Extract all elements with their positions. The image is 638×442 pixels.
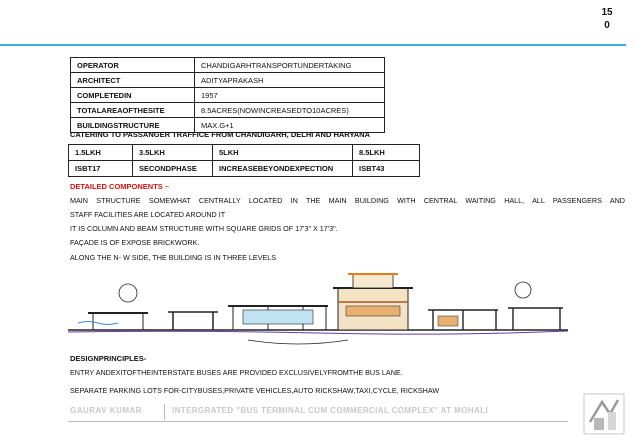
traffic-table	[68, 144, 420, 177]
logo-icon	[582, 392, 626, 436]
table-cell: 3.5LKH	[133, 145, 213, 161]
detailed-line: ALONG THE N- W SIDE, THE BUILDING IS IN THREE LEVELS	[70, 253, 277, 262]
page-number-bottom: 0	[604, 20, 610, 31]
page-number-top: 15	[601, 7, 613, 18]
info-value: CHANDIGARHTRANSPORTUNDERTAKING	[195, 58, 385, 73]
info-value: ADITYAPRAKASH	[195, 73, 385, 88]
header-rule	[0, 44, 626, 46]
traffic-caption: CATERING TO PASSANGER TRAFFICE FROM CHANDIGARH, DELHI AND HARYANA	[70, 130, 371, 139]
table-row	[71, 73, 385, 88]
project-info-table	[70, 57, 385, 133]
table-cell: ISBT17	[69, 161, 133, 177]
info-label: OPERATOR	[71, 58, 195, 73]
detailed-line: MAIN STRUCTURE SOMEWHAT CENTRALLY LOCATED IN THE MAIN BUILDING WITH CENTRAL WAITING HALL, ALL PASSENGERS AND	[70, 196, 625, 205]
detailed-line: FAÇADE IS OF EXPOSE BRICKWORK.	[70, 238, 200, 247]
info-label: BUILDINGSTRUCTURE	[71, 118, 195, 133]
footer-project-title: INTERGRATED "BUS TERMINAL CUM COMMERCIAL COMPLEX" AT MOHALI	[172, 406, 489, 415]
table-row	[69, 145, 420, 161]
design-line: ENTRY ANDEXITOFTHEINTERSTATE BUSES ARE PROVIDED EXCLUSIVELYFROMTHE BUS LANE.	[70, 368, 403, 377]
table-cell: INCREASEBEYONDEXPECTION	[213, 161, 353, 177]
footer-rule	[68, 421, 568, 422]
bus-terminal-section-sketch	[68, 268, 568, 350]
info-label: COMPLETEDIN	[71, 88, 195, 103]
detailed-components-title: DETAILED COMPONENTS –	[70, 182, 170, 191]
table-cell: 8.5LKH	[353, 145, 420, 161]
design-principles-heading: DESIGNPRINCIPLES-	[70, 354, 147, 363]
table-cell: 1.5LKH	[69, 145, 133, 161]
detailed-line: STAFF FACILITIES ARE LOCATED AROUND IT	[70, 210, 226, 219]
info-value: 1957	[195, 88, 385, 103]
table-row	[69, 161, 420, 177]
table-cell: 5LKH	[213, 145, 353, 161]
footer-divider	[164, 404, 165, 420]
detailed-line: IT IS COLUMN AND BEAM STRUCTURE WITH SQUARE GRIDS OF 17'3" X 17'3".	[70, 224, 338, 233]
info-label: ARCHITECT	[71, 73, 195, 88]
design-line: SEPARATE PARKING LOTS FOR-CITYBUSES,PRIVATE VEHICLES,AUTO RICKSHAW,TAXI,CYCLE, RICKSHAW	[70, 386, 440, 395]
table-row	[71, 88, 385, 103]
info-label: TOTALAREAOFTHESITE	[71, 103, 195, 118]
info-value: MAX.G+1	[195, 118, 385, 133]
table-row	[71, 58, 385, 73]
info-value: 8.5ACRES(NOWINCREASEDTO10ACRES)	[195, 103, 385, 118]
table-row	[71, 103, 385, 118]
table-cell: ISBT43	[353, 161, 420, 177]
footer	[70, 406, 490, 419]
table-cell: SECONDPHASE	[133, 161, 213, 177]
page-number	[598, 6, 616, 32]
footer-author: GAURAV KUMAR	[70, 406, 143, 415]
